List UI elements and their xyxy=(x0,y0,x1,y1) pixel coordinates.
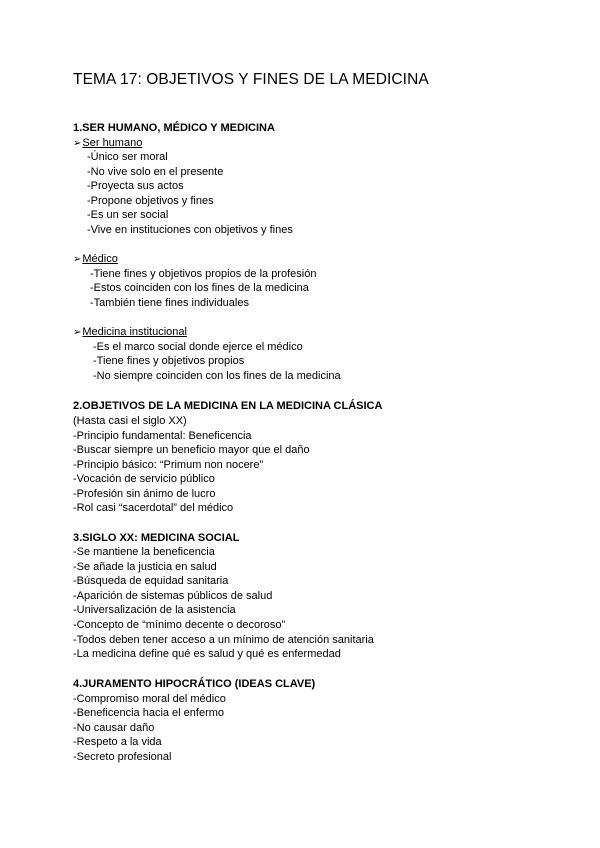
list-item: -Concepto de “mínimo decente o decoroso” xyxy=(73,619,286,631)
list-item: -La medicina define qué es salud y qué es enfermedad xyxy=(73,648,341,660)
list-item: (Hasta casi el siglo XX) xyxy=(73,415,187,427)
list-item: -Respeto a la vida xyxy=(73,736,162,748)
page-title: TEMA 17: OBJETIVOS Y FINES DE LA MEDICINA xyxy=(73,71,429,88)
arrowhead-bullet-icon: ➢ xyxy=(73,254,82,265)
list-item: -Todos deben tener acceso a un mínimo de atención sanitaria xyxy=(73,634,374,646)
list-item: -Tiene fines y objetivos propios xyxy=(93,355,245,367)
subheading-label: Médico xyxy=(82,253,118,265)
list-item: -Beneficencia hacia el enfermo xyxy=(73,707,225,719)
section-2-heading: 2.OBJETIVOS DE LA MEDICINA EN LA MEDICINA CLÁSICA xyxy=(73,400,383,412)
list-item: -Búsqueda de equidad sanitaria xyxy=(73,575,229,587)
list-item: -Único ser moral xyxy=(87,151,168,163)
list-item: -Propone objetivos y fines xyxy=(87,195,214,207)
list-item: -Es el marco social donde ejerce el médico xyxy=(93,341,303,353)
list-item: -Vive en instituciones con objetivos y fines xyxy=(87,224,293,236)
list-item: -Estos coinciden con los fines de la medicina xyxy=(90,282,309,294)
arrowhead-bullet-icon: ➢ xyxy=(73,138,82,149)
list-item: -Secreto profesional xyxy=(73,751,172,763)
list-item: -Es un ser social xyxy=(87,209,169,221)
list-item: -No vive solo en el presente xyxy=(87,166,224,178)
list-item: -Vocación de servicio público xyxy=(73,473,215,485)
list-item: -Rol casi “sacerdotal” del médico xyxy=(73,502,234,514)
list-item: -Se añade la justicia en salud xyxy=(73,561,217,573)
section-4-heading: 4.JURAMENTO HIPOCRÁTICO (IDEAS CLAVE) xyxy=(73,678,316,690)
subheading-medicina-institucional xyxy=(73,326,187,338)
arrowhead-bullet-icon: ➢ xyxy=(73,327,82,338)
list-item: -Principio básico: “Primum non nocere” xyxy=(73,459,264,471)
list-item: -Compromiso moral del médico xyxy=(73,693,226,705)
list-item: -Tiene fines y objetivos propios de la profesión xyxy=(90,268,317,280)
list-item: -Universalización de la asistencia xyxy=(73,604,236,616)
section-3-heading: 3.SIGLO XX: MEDICINA SOCIAL xyxy=(73,532,240,544)
list-item: -No causar daño xyxy=(73,722,155,734)
subheading-label: Ser humano xyxy=(82,137,143,149)
subheading-ser-humano xyxy=(73,137,142,149)
list-item: -Se mantiene la beneficencia xyxy=(73,546,215,558)
list-item: -Profesión sin ánimo de lucro xyxy=(73,488,216,500)
subheading-medico xyxy=(73,253,118,265)
list-item: -También tiene fines individuales xyxy=(90,297,249,309)
list-item: -Proyecta sus actos xyxy=(87,180,184,192)
list-item: -Buscar siempre un beneficio mayor que el daño xyxy=(73,444,310,456)
list-item: -Aparición de sistemas públicos de salud xyxy=(73,590,273,602)
list-item: -No siempre coinciden con los fines de la medicina xyxy=(93,370,341,382)
subheading-label: Medicina institucional xyxy=(82,326,187,338)
list-item: -Principio fundamental: Beneficencia xyxy=(73,430,252,442)
section-1-heading: 1.SER HUMANO, MÉDICO Y MEDICINA xyxy=(73,122,275,134)
